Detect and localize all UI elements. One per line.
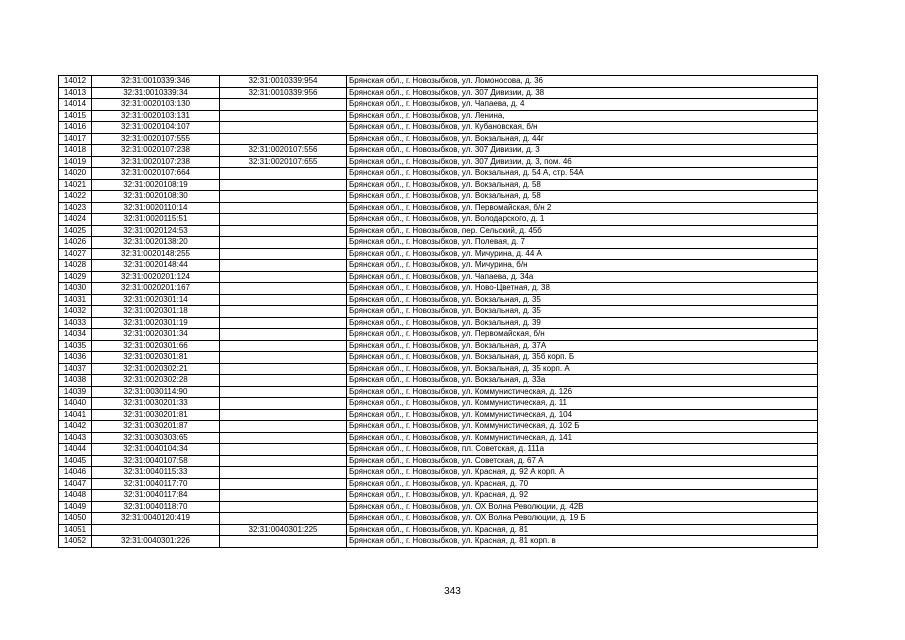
address-cell: Брянская обл., г. Новозыбков, ул. Вокзальная, д. 58 <box>347 191 818 203</box>
cadastral-number-cell: 32:31:0020301:66 <box>92 340 220 352</box>
cadastral-number-cell: 32:31:0020107:664 <box>92 168 220 180</box>
table-row <box>59 398 818 410</box>
row-number-cell: 14038 <box>59 375 92 387</box>
address-cell: Брянская обл., г. Новозыбков, ул. Чапаева, д. 34а <box>347 271 818 283</box>
row-number-cell: 14037 <box>59 363 92 375</box>
address-cell: Брянская обл., г. Новозыбков, ул. Красная, д. 81 <box>347 524 818 536</box>
registry-table <box>58 75 818 548</box>
row-number-cell: 14026 <box>59 237 92 249</box>
row-number-cell: 14034 <box>59 329 92 341</box>
address-cell: Брянская обл., г. Новозыбков, ул. Коммунистическая, д. 126 <box>347 386 818 398</box>
row-number-cell: 14036 <box>59 352 92 364</box>
row-number-cell: 14019 <box>59 156 92 168</box>
address-cell: Брянская обл., г. Новозыбков, ул. Коммунистическая, д. 102 Б <box>347 421 818 433</box>
address-cell: Брянская обл., г. Новозыбков, ул. Красная, д. 92 <box>347 490 818 502</box>
row-number-cell: 14050 <box>59 513 92 525</box>
cadastral-number-cell: 32:31:0020138:20 <box>92 237 220 249</box>
row-number-cell: 14052 <box>59 536 92 548</box>
address-cell: Брянская обл., г. Новозыбков, ул. Красная, д. 81 корп. в <box>347 536 818 548</box>
related-cadastral-number-cell: 32:31:0010339:954 <box>220 76 347 88</box>
row-number-cell: 14012 <box>59 76 92 88</box>
table-row <box>59 76 818 88</box>
cadastral-number-cell: 32:31:0020301:18 <box>92 306 220 318</box>
related-cadastral-number-cell <box>220 248 347 260</box>
address-cell: Брянская обл., г. Новозыбков, ул. Полевая, д. 7 <box>347 237 818 249</box>
cadastral-number-cell: 32:31:0040118:70 <box>92 501 220 513</box>
table-row <box>59 156 818 168</box>
table-row <box>59 490 818 502</box>
row-number-cell: 14014 <box>59 99 92 111</box>
related-cadastral-number-cell <box>220 294 347 306</box>
address-cell: Брянская обл., г. Новозыбков, ул. Вокзальная, д. 35б корп. Б <box>347 352 818 364</box>
row-number-cell: 14024 <box>59 214 92 226</box>
related-cadastral-number-cell <box>220 317 347 329</box>
row-number-cell: 14027 <box>59 248 92 260</box>
table-row <box>59 202 818 214</box>
related-cadastral-number-cell <box>220 133 347 145</box>
cadastral-number-cell: 32:31:0020301:14 <box>92 294 220 306</box>
row-number-cell: 14025 <box>59 225 92 237</box>
related-cadastral-number-cell <box>220 340 347 352</box>
cadastral-number-cell: 32:31:0030201:33 <box>92 398 220 410</box>
table-row <box>59 444 818 456</box>
row-number-cell: 14047 <box>59 478 92 490</box>
table-row <box>59 386 818 398</box>
address-cell: Брянская обл., г. Новозыбков, ул. Вокзальная, д. 44г <box>347 133 818 145</box>
cadastral-number-cell: 32:31:0020103:130 <box>92 99 220 111</box>
address-cell: Брянская обл., г. Новозыбков, ул. Кубановская, б/н <box>347 122 818 134</box>
cadastral-number-cell: 32:31:0040301:226 <box>92 536 220 548</box>
address-cell: Брянская обл., г. Новозыбков, ул. Красная, д. 70 <box>347 478 818 490</box>
related-cadastral-number-cell <box>220 329 347 341</box>
related-cadastral-number-cell <box>220 179 347 191</box>
address-cell: Брянская обл., г. Новозыбков, ул. ОХ Волна Революции, д. 42В <box>347 501 818 513</box>
cadastral-number-cell: 32:31:0010339:34 <box>92 87 220 99</box>
row-number-cell: 14048 <box>59 490 92 502</box>
cadastral-number-cell: 32:31:0030303:65 <box>92 432 220 444</box>
table-row <box>59 340 818 352</box>
address-cell: Брянская обл., г. Новозыбков, ул. Ломоносова, д. 36 <box>347 76 818 88</box>
cadastral-number-cell: 32:31:0040104:34 <box>92 444 220 456</box>
cadastral-number-cell: 32:31:0020103:131 <box>92 110 220 122</box>
address-cell: Брянская обл., г. Новозыбков, ул. 307 Дивизии, д. 38 <box>347 87 818 99</box>
address-cell: Брянская обл., г. Новозыбков, ул. Первомайская, б/н 2 <box>347 202 818 214</box>
table-row <box>59 306 818 318</box>
cadastral-number-cell: 32:31:0040107:58 <box>92 455 220 467</box>
row-number-cell: 14044 <box>59 444 92 456</box>
related-cadastral-number-cell <box>220 363 347 375</box>
address-cell: Брянская обл., г. Новозыбков, ул. Вокзальная, д. 35 корп. А <box>347 363 818 375</box>
table-row <box>59 237 818 249</box>
address-cell: Брянская обл., г. Новозыбков, ул. 307 Дивизии, д. 3, пом. 46 <box>347 156 818 168</box>
row-number-cell: 14023 <box>59 202 92 214</box>
related-cadastral-number-cell <box>220 409 347 421</box>
cadastral-number-cell: 32:31:0020107:238 <box>92 156 220 168</box>
row-number-cell: 14030 <box>59 283 92 295</box>
row-number-cell: 14017 <box>59 133 92 145</box>
related-cadastral-number-cell <box>220 501 347 513</box>
address-cell: Брянская обл., г. Новозыбков, ул. Вокзальная, д. 37А <box>347 340 818 352</box>
row-number-cell: 14018 <box>59 145 92 157</box>
row-number-cell: 14051 <box>59 524 92 536</box>
related-cadastral-number-cell <box>220 214 347 226</box>
cadastral-number-cell: 32:31:0020104:107 <box>92 122 220 134</box>
table-row <box>59 536 818 548</box>
related-cadastral-number-cell <box>220 352 347 364</box>
cadastral-number-cell: 32:31:0020201:167 <box>92 283 220 295</box>
registry-table-body <box>59 76 818 548</box>
related-cadastral-number-cell <box>220 202 347 214</box>
cadastral-number-cell: 32:31:0020108:19 <box>92 179 220 191</box>
cadastral-number-cell: 32:31:0030201:87 <box>92 421 220 433</box>
row-number-cell: 14041 <box>59 409 92 421</box>
related-cadastral-number-cell: 32:31:0040301:225 <box>220 524 347 536</box>
table-row <box>59 352 818 364</box>
related-cadastral-number-cell <box>220 271 347 283</box>
cadastral-number-cell: 32:31:0040115:33 <box>92 467 220 479</box>
address-cell: Брянская обл., г. Новозыбков, ул. Вокзальная, д. 35 <box>347 306 818 318</box>
table-row <box>59 99 818 111</box>
address-cell: Брянская обл., г. Новозыбков, ул. Красная, д. 92 А корп. А <box>347 467 818 479</box>
row-number-cell: 14029 <box>59 271 92 283</box>
address-cell: Брянская обл., г. Новозыбков, ул. Володарского, д. 1 <box>347 214 818 226</box>
cadastral-number-cell: 32:31:0030114:90 <box>92 386 220 398</box>
row-number-cell: 14032 <box>59 306 92 318</box>
cadastral-number-cell: 32:31:0020148:255 <box>92 248 220 260</box>
table-row <box>59 214 818 226</box>
related-cadastral-number-cell <box>220 490 347 502</box>
table-row <box>59 432 818 444</box>
address-cell: Брянская обл., г. Новозыбков, ул. Вокзальная, д. 33а <box>347 375 818 387</box>
address-cell: Брянская обл., г. Новозыбков, ул. Коммунистическая, д. 104 <box>347 409 818 421</box>
table-row <box>59 225 818 237</box>
row-number-cell: 14042 <box>59 421 92 433</box>
related-cadastral-number-cell <box>220 191 347 203</box>
row-number-cell: 14013 <box>59 87 92 99</box>
related-cadastral-number-cell <box>220 375 347 387</box>
cadastral-number-cell: 32:31:0020301:81 <box>92 352 220 364</box>
table-row <box>59 133 818 145</box>
related-cadastral-number-cell <box>220 237 347 249</box>
address-cell: Брянская обл., г. Новозыбков, ул. Мичурина, д. 44 А <box>347 248 818 260</box>
cadastral-number-cell: 32:31:0020301:19 <box>92 317 220 329</box>
cadastral-number-cell: 32:31:0020107:238 <box>92 145 220 157</box>
address-cell: Брянская обл., г. Новозыбков, ул. 307 Дивизии, д. 3 <box>347 145 818 157</box>
address-cell: Брянская обл., г. Новозыбков, ул. Коммунистическая, д. 11 <box>347 398 818 410</box>
table-row <box>59 260 818 272</box>
address-cell: Брянская обл., г. Новозыбков, ул. Коммунистическая, д. 141 <box>347 432 818 444</box>
address-cell: Брянская обл., г. Новозыбков, ул. ОХ Волна Революции, д. 19 Б <box>347 513 818 525</box>
cadastral-number-cell: 32:31:0020201:124 <box>92 271 220 283</box>
table-row <box>59 478 818 490</box>
table-row <box>59 145 818 157</box>
row-number-cell: 14016 <box>59 122 92 134</box>
row-number-cell: 14046 <box>59 467 92 479</box>
cadastral-number-cell: 32:31:0020302:28 <box>92 375 220 387</box>
related-cadastral-number-cell: 32:31:0020107:655 <box>220 156 347 168</box>
cadastral-number-cell: 32:31:0010339:346 <box>92 76 220 88</box>
related-cadastral-number-cell <box>220 168 347 180</box>
table-row <box>59 110 818 122</box>
cadastral-number-cell: 32:31:0020148:44 <box>92 260 220 272</box>
related-cadastral-number-cell <box>220 432 347 444</box>
row-number-cell: 14021 <box>59 179 92 191</box>
table-row <box>59 87 818 99</box>
table-row <box>59 363 818 375</box>
row-number-cell: 14035 <box>59 340 92 352</box>
table-row <box>59 524 818 536</box>
address-cell: Брянская обл., г. Новозыбков, ул. Советская, д. 67 А <box>347 455 818 467</box>
related-cadastral-number-cell <box>220 467 347 479</box>
related-cadastral-number-cell <box>220 99 347 111</box>
cadastral-number-cell: 32:31:0040117:84 <box>92 490 220 502</box>
table-row <box>59 122 818 134</box>
table-row <box>59 271 818 283</box>
cadastral-number-cell: 32:31:0020115:51 <box>92 214 220 226</box>
address-cell: Брянская обл., г. Новозыбков, ул. Вокзальная, д. 39 <box>347 317 818 329</box>
address-cell: Брянская обл., г. Новозыбков, ул. Ленина, <box>347 110 818 122</box>
row-number-cell: 14020 <box>59 168 92 180</box>
row-number-cell: 14028 <box>59 260 92 272</box>
related-cadastral-number-cell <box>220 478 347 490</box>
address-cell: Брянская обл., г. Новозыбков, ул. Ново-Цветная, д. 38 <box>347 283 818 295</box>
row-number-cell: 14015 <box>59 110 92 122</box>
related-cadastral-number-cell <box>220 421 347 433</box>
address-cell: Брянская обл., г. Новозыбков, ул. Вокзальная, д. 58 <box>347 179 818 191</box>
cadastral-number-cell: 32:31:0020302:21 <box>92 363 220 375</box>
table-row <box>59 191 818 203</box>
table-row <box>59 179 818 191</box>
cadastral-number-cell: 32:31:0020124:53 <box>92 225 220 237</box>
related-cadastral-number-cell <box>220 225 347 237</box>
cadastral-number-cell: 32:31:0040120:419 <box>92 513 220 525</box>
related-cadastral-number-cell: 32:31:0010339:956 <box>220 87 347 99</box>
row-number-cell: 14043 <box>59 432 92 444</box>
related-cadastral-number-cell <box>220 513 347 525</box>
table-row <box>59 409 818 421</box>
address-cell: Брянская обл., г. Новозыбков, ул. Вокзальная, д. 35 <box>347 294 818 306</box>
address-cell: Брянская обл., г. Новозыбков, пл. Советская, д. 111а <box>347 444 818 456</box>
related-cadastral-number-cell: 32:31:0020107:556 <box>220 145 347 157</box>
cadastral-number-cell: 32:31:0040117:70 <box>92 478 220 490</box>
cadastral-number-cell: 32:31:0020110:14 <box>92 202 220 214</box>
row-number-cell: 14033 <box>59 317 92 329</box>
table-row <box>59 329 818 341</box>
cadastral-number-cell: 32:31:0020108:30 <box>92 191 220 203</box>
table-row <box>59 455 818 467</box>
related-cadastral-number-cell <box>220 122 347 134</box>
table-row <box>59 168 818 180</box>
related-cadastral-number-cell <box>220 386 347 398</box>
table-row <box>59 317 818 329</box>
related-cadastral-number-cell <box>220 260 347 272</box>
related-cadastral-number-cell <box>220 306 347 318</box>
related-cadastral-number-cell <box>220 283 347 295</box>
row-number-cell: 14031 <box>59 294 92 306</box>
table-row <box>59 283 818 295</box>
table-row <box>59 421 818 433</box>
row-number-cell: 14040 <box>59 398 92 410</box>
row-number-cell: 14045 <box>59 455 92 467</box>
related-cadastral-number-cell <box>220 398 347 410</box>
related-cadastral-number-cell <box>220 536 347 548</box>
cadastral-number-cell: 32:31:0020107:555 <box>92 133 220 145</box>
table-row <box>59 513 818 525</box>
address-cell: Брянская обл., г. Новозыбков, пер. Сельский, д. 45б <box>347 225 818 237</box>
cadastral-number-cell: 32:31:0020301:34 <box>92 329 220 341</box>
table-row <box>59 294 818 306</box>
table-row <box>59 501 818 513</box>
row-number-cell: 14022 <box>59 191 92 203</box>
page-number: 343 <box>444 586 461 597</box>
table-row <box>59 467 818 479</box>
related-cadastral-number-cell <box>220 110 347 122</box>
address-cell: Брянская обл., г. Новозыбков, ул. Вокзальная, д. 54 А, стр. 54А <box>347 168 818 180</box>
table-row <box>59 375 818 387</box>
address-cell: Брянская обл., г. Новозыбков, ул. Чапаева, д. 4 <box>347 99 818 111</box>
row-number-cell: 14039 <box>59 386 92 398</box>
cadastral-number-cell <box>92 524 220 536</box>
related-cadastral-number-cell <box>220 444 347 456</box>
address-cell: Брянская обл., г. Новозыбков, ул. Первомайская, б/н <box>347 329 818 341</box>
table-row <box>59 248 818 260</box>
row-number-cell: 14049 <box>59 501 92 513</box>
address-cell: Брянская обл., г. Новозыбков, ул. Мичурина, б/н <box>347 260 818 272</box>
related-cadastral-number-cell <box>220 455 347 467</box>
cadastral-number-cell: 32:31:0030201:81 <box>92 409 220 421</box>
